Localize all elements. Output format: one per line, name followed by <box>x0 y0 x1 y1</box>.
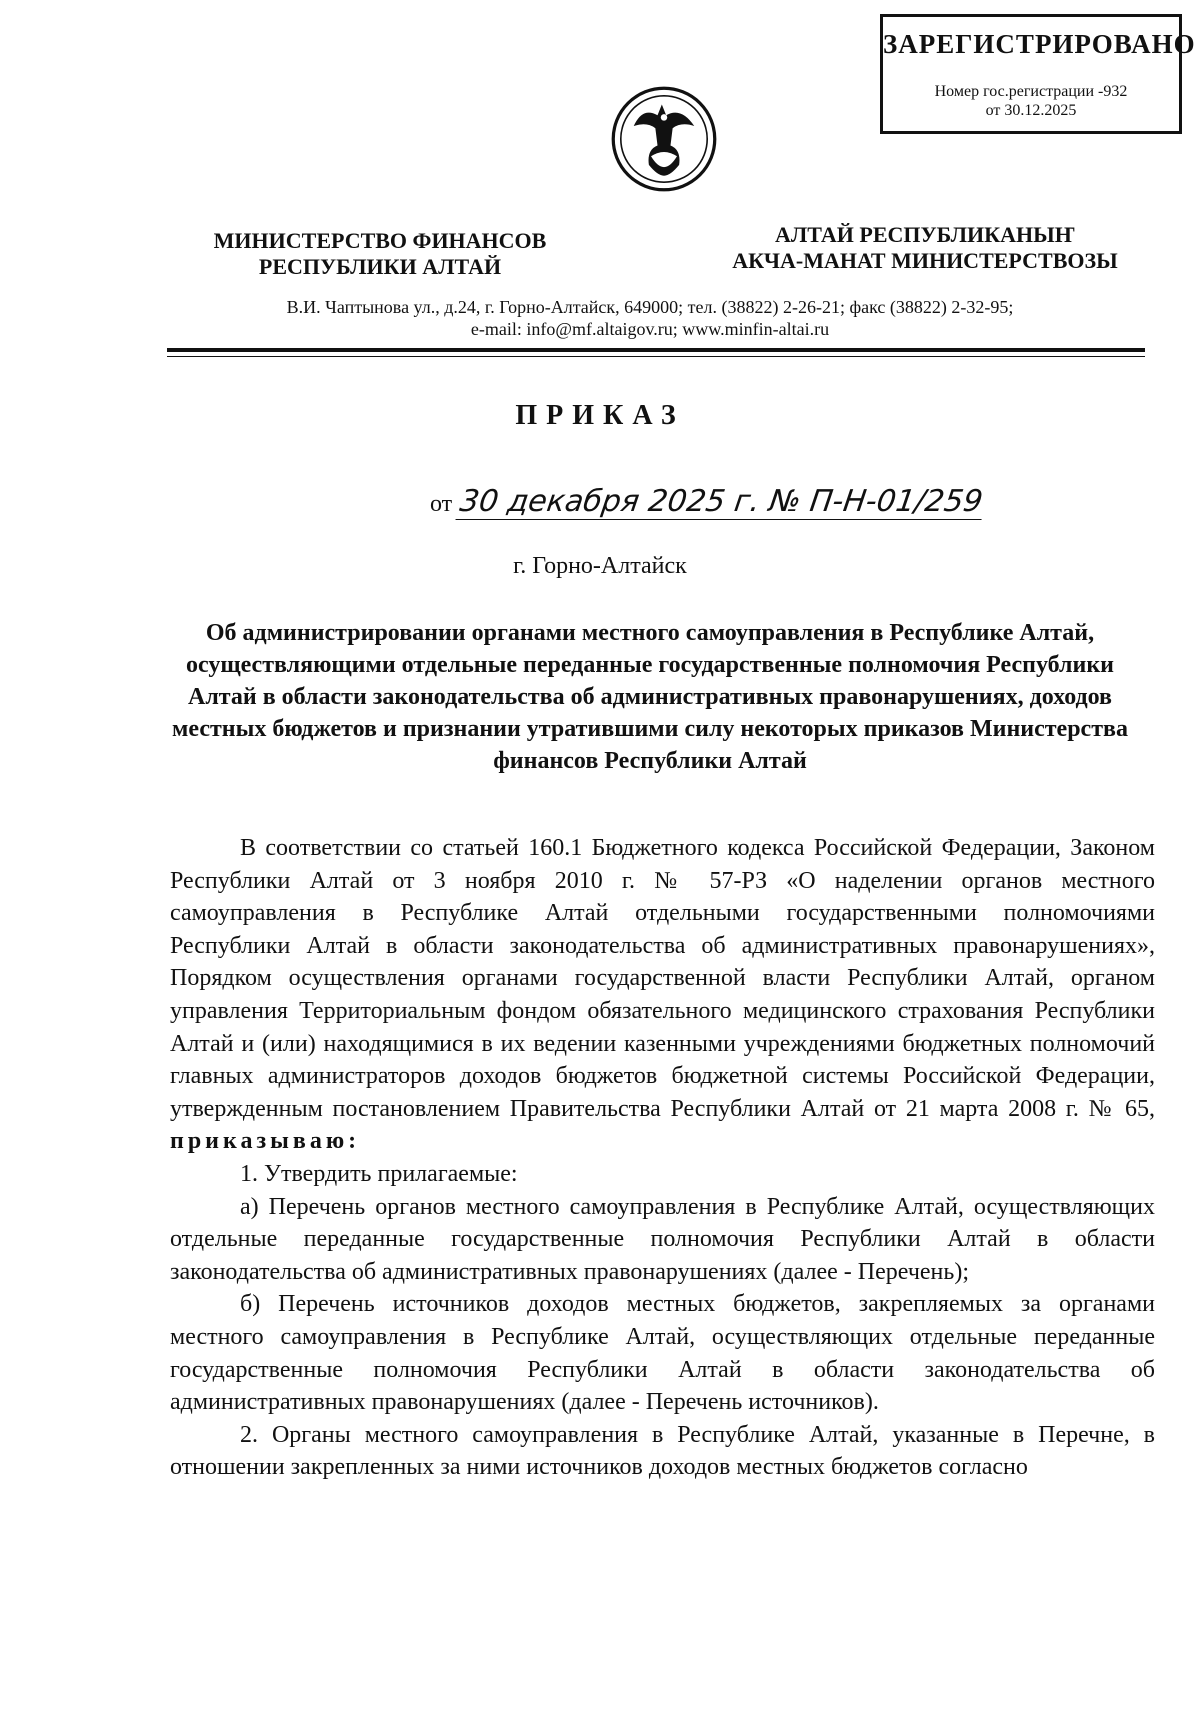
ministry-address <box>180 296 1120 340</box>
ministry-name-line2: РЕСПУБЛИКИ АЛТАЙ <box>258 254 502 279</box>
date-line <box>430 484 984 520</box>
handwritten-date-number: 30 декабря 2025 г. № П-Н-01/259 <box>456 484 987 520</box>
ministry-name-russian <box>170 228 590 280</box>
header-divider <box>167 348 1145 352</box>
stamp-reg-number: Номер гос.регистрации -932 <box>934 83 1128 100</box>
address-line: В.И. Чаптынова ул., д.24, г. Горно-Алтайск, 649000; тел. (38822) 2-26-21; факс (38822) 2-32-95; <box>286 297 1014 317</box>
document-body <box>170 832 1155 1484</box>
item-1: 1. Утвердить прилагаемые: <box>240 1160 518 1187</box>
document-title: ПРИКАЗ <box>515 400 685 431</box>
ministry-name-line1: МИНИСТЕРСТВО ФИНАНСОВ <box>213 228 547 253</box>
ministry-altai-line2: АКЧА-МАНАТ МИНИСТЕРСТВОЗЫ <box>732 248 1118 273</box>
order-word: приказываю: <box>170 1128 361 1155</box>
header-divider-thin <box>167 356 1145 357</box>
item-1a: а) Перечень органов местного самоуправления в Республике Алтай, осуществляющих отдельные переданные государственные полномочия Республики Алтай в области законодательства об административных правонарушениях (далее - Перечень); <box>170 1193 1155 1285</box>
document-subject: Об администрировании органами местного самоуправления в Республике Алтай, осуществляющими отдельные переданные государственные полномочия Республики Алтай в области законодательства об административных правонарушениях, доходов местных бюджетов и признании утратившими силу некоторых приказов Министерства финансов Республики Алтай <box>172 620 1128 774</box>
contacts-line: e-mail: info@mf.altaigov.ru; www.minfin-altai.ru <box>470 319 830 339</box>
stamp-reg-date: от 30.12.2025 <box>985 102 1077 119</box>
document-city: г. Горно-Алтайск <box>513 553 687 579</box>
preamble-paragraph <box>170 832 1155 1158</box>
date-prefix: от <box>430 491 453 517</box>
registration-stamp <box>880 14 1196 134</box>
ministry-altai-line1: АЛТАЙ РЕСПУБЛИКАНЫҤ <box>775 222 1075 247</box>
item-1b: б) Перечень источников доходов местных бюджетов, закрепляемых за органами местного самоуправления в Республике Алтай, осуществляющих отдельные переданные государственные полномочия Республики Алтай в области законодательства об административных правонарушениях (далее - Перечень источников). <box>170 1291 1155 1416</box>
ministry-name-altai <box>700 222 1150 274</box>
coat-of-arms-icon <box>610 85 718 193</box>
preamble-text: В соответствии со статьей 160.1 Бюджетного кодекса Российской Федерации, Законом Республики Алтай от 3 ноября 2010 г. № 57-РЗ «О наделении органов местного самоуправления в Республике Алтай отдельными государственными полномочиями Республики Алтай в области законодательства об административных правонарушениях», Порядком осуществления органами государственной власти Республики Алтай, органом управления Территориальным фондом обязательного медицинского страхования Республики Алтай и (или) находящимися в их ведении казенными учреждениями бюджетных полномочий главных администраторов доходов бюджетов бюджетной системы Российской Федерации, утвержденным постановлением Правительства Республики Алтай от 21 марта 2008 г. № 65, <box>170 835 1155 1122</box>
stamp-title: ЗАРЕГИСТРИРОВАНО <box>883 29 1196 59</box>
item-2: 2. Органы местного самоуправления в Республике Алтай, указанные в Перечне, в отношении закрепленных за ними источников доходов местных бюджетов согласно <box>170 1421 1155 1481</box>
